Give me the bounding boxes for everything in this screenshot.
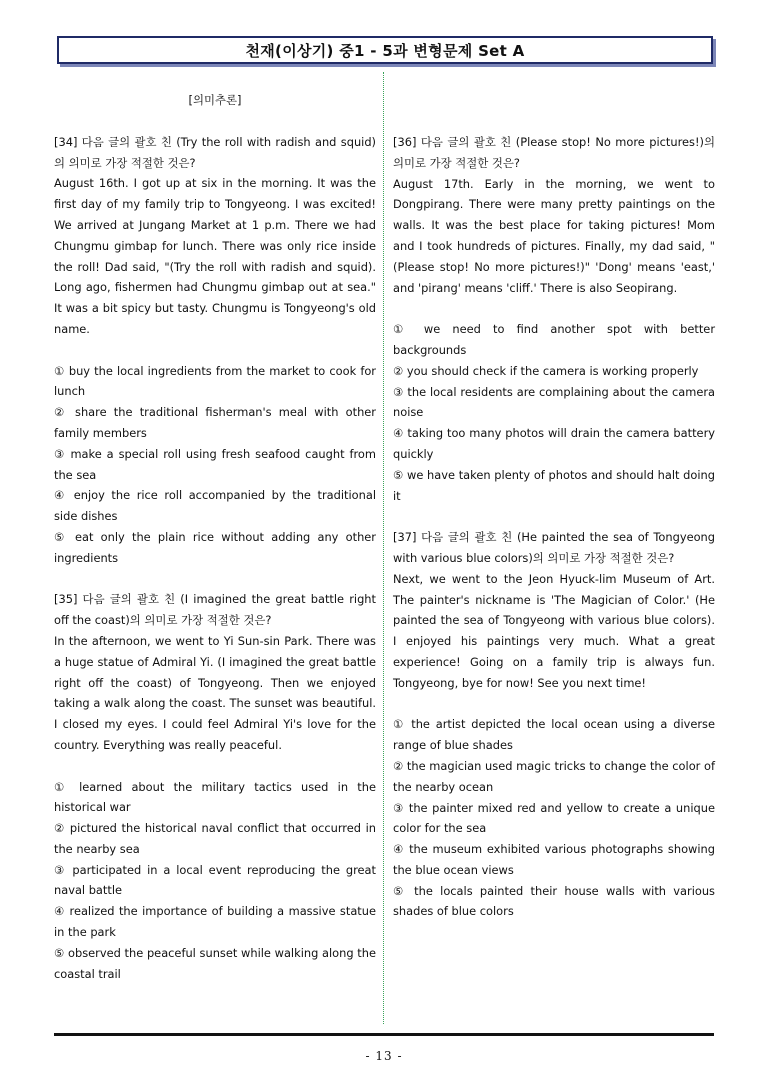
- question-34: [54, 132, 376, 569]
- question-35-passage: In the afternoon, we went to Yi Sun-sin Park. There was a huge statue of Admiral Yi. (I imagined the great battle right off the coast) of Tongyeong. Then we enjoyed taking a walk along the coast. The sunset was beautiful. I closed my eyes. I could feel Admiral Yi's love for the country. Everything was really peaceful.: [54, 633, 376, 752]
- question-35: [54, 589, 376, 984]
- question-35-option-4: ④ realized the importance of building a massive statue in the park: [54, 904, 376, 940]
- question-36-option-2: ② you should check if the camera is working properly: [393, 363, 699, 378]
- question-37-passage: Next, we went to the Jeon Hyuck-lim Museum of Art. The painter's nickname is 'The Magician of Color.' (He painted the sea of Tongyeong with various blue colors). I enjoyed his paintings very much. What a great experience! Going on a family trip is always fun. Tongyeong, bye for now! See you next time!: [393, 571, 715, 690]
- footer-rule: [54, 1033, 714, 1036]
- question-36: [393, 132, 715, 506]
- question-37-option-2: ② the magician used magic tricks to change the color of the nearby ocean: [393, 758, 715, 794]
- question-34-option-2: ② share the traditional fisherman's meal with other family members: [54, 405, 376, 440]
- question-35-option-1: ① learned about the military tactics used in the historical war: [54, 779, 376, 815]
- question-35-option-2: ② pictured the historical naval conflict that occurred in the nearby sea: [54, 821, 376, 856]
- question-35-prompt: [35] 다음 글의 괄호 친 (I imagined the great battle right off the coast)의 의미로 가장 적절한 것은?: [54, 592, 376, 628]
- category-label: [의미추론]: [188, 93, 242, 107]
- question-36-option-4: ④ taking too many photos will drain the camera battery quickly: [393, 426, 715, 461]
- question-34-passage: August 16th. I got up at six in the morning. It was the first day of my family trip to Tongyeong. I was excited! We arrived at Jungang Market at 1 p.m. There we had Chungmu gimbap for lunch. There was only rice inside the roll! Dad said, "(Try the roll with radish and squid). Long ago, fishermen had Chungmu gimbap out at sea." It was a bit spicy but tasty. Chungmu is Tongyeong's old name.: [54, 176, 376, 336]
- question-36-prompt: [36] 다음 글의 괄호 친 (Please stop! No more pictures!)의 의미로 가장 적절한 것은?: [393, 135, 715, 170]
- question-37-prompt: [37] 다음 글의 괄호 친 (He painted the sea of Tongyeong with various blue colors)의 의미로 가장 적절한 것은?: [393, 530, 715, 565]
- question-34-prompt: [34] 다음 글의 괄호 친 (Try the roll with radish and squid)의 의미로 가장 적절한 것은?: [54, 134, 376, 170]
- page-number: - 13 -: [365, 1049, 403, 1063]
- question-35-option-5: ⑤ observed the peaceful sunset while walking along the coastal trail: [54, 945, 376, 981]
- right-column: [393, 132, 715, 922]
- question-37-option-1: ① the artist depicted the local ocean using a diverse range of blue shades: [393, 717, 715, 753]
- question-34-option-1: ① buy the local ingredients from the market to cook for lunch: [54, 363, 376, 399]
- question-37: [393, 527, 715, 922]
- column-divider: [383, 72, 384, 1024]
- question-34-option-3: ③ make a special roll using fresh seafood caught from the sea: [54, 446, 376, 482]
- question-37-option-3: ③ the painter mixed red and yellow to create a unique color for the sea: [393, 800, 715, 836]
- question-36-option-1: ① we need to find another spot with better backgrounds: [393, 322, 715, 357]
- question-37-option-5: ⑤ the locals painted their house walls with various shades of blue colors: [393, 883, 715, 919]
- question-37-option-4: ④ the museum exhibited various photographs showing the blue ocean views: [393, 842, 715, 877]
- question-34-option-4: ④ enjoy the rice roll accompanied by the traditional side dishes: [54, 488, 376, 524]
- question-36-option-3: ③ the local residents are complaining about the camera noise: [393, 384, 715, 420]
- question-34-option-5: ⑤ eat only the plain rice without adding any other ingredients: [54, 529, 376, 565]
- left-column: [54, 90, 376, 984]
- page-title: 천재(이상기) 중1 - 5과 변형문제 Set A: [57, 36, 713, 64]
- question-36-passage: August 17th. Early in the morning, we went to Dongpirang. There were many pretty paintings on the walls. It was the best place for taking pictures! Mom and I took hundreds of pictures. Finally, my dad said, "(Please stop! No more pictures!)" 'Dong' means 'east,' and 'pirang' means 'cliff.' There is also Seopirang.: [393, 176, 715, 295]
- question-35-option-3: ③ participated in a local event reproducing the great naval battle: [54, 862, 376, 898]
- question-36-option-5: ⑤ we have taken plenty of photos and should halt doing it: [393, 467, 715, 503]
